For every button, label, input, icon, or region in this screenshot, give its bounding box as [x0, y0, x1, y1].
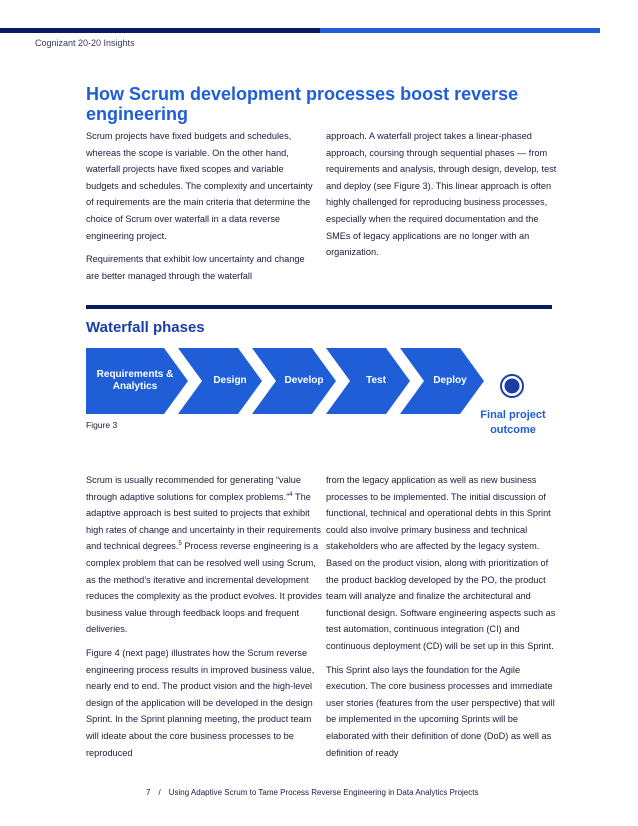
text: The adaptive approach is best suited to projects that exhibit high rates of change and uncertainty in their requirements and technical degrees. — [86, 491, 321, 552]
paragraph: Requirements that exhibit low uncertainty and change are better managed through the waterfall — [86, 254, 305, 281]
body-column-right-bottom — [326, 472, 562, 768]
body-column-left-bottom — [86, 472, 322, 768]
outcome-label: Final project outcome — [480, 409, 546, 436]
paragraph — [86, 472, 322, 638]
paragraph: Figure 4 (next page) illustrates how the Scrum reverse engineering process results in improved business value, nearly end to end. The product vision and the high-level design of the application will be developed in the design Sprint. In the Sprint planning meeting, the product team will ideate about the core business processes to be reproduced — [86, 647, 315, 758]
paragraph: from the legacy application as well as new business processes to be implemented. The initial discussion of functional, technical and operational debts in this Sprint could also involve primary business and technical stakeholders who are affected by the legacy system. Based on the product vision, along with prioritization of the product backlog developed by the PO, the product team will analyze and finalize the architectural and functional design. Software engineering aspects such as test automation, continuous integration (CI) and continuous deployment (CD) will be set up in this Sprint. — [326, 475, 556, 651]
footnote-ref: 5 — [178, 541, 182, 548]
paragraph: This Sprint also lays the foundation for the Agile execution. The core business processes and immediate user stories (features from the user perspective) that will be implemented in the upcoming Sprints will be elaborated with their definition of done (DoD) as well as definition of ready — [326, 664, 555, 758]
target-outcome-icon — [500, 374, 524, 398]
text: Scrum is usually recommended for generating “value through adaptive solutions for complex problems.” — [86, 475, 301, 502]
footnote-ref: 4 — [289, 491, 293, 498]
paragraph: approach. A waterfall project takes a linear-phased approach, coursing through sequential phases — from requirements and analysis, through design, develop, test and deploy (see Figure 3). This linear approach is often highly challenged for reproducing business processes, especially when the required documentation and the SMEs of legacy applications are no longer with an organization. — [326, 131, 557, 258]
phase-label-requirements: Requirements & Analytics — [96, 369, 174, 392]
paragraph: Scrum projects have fixed budgets and schedules, whereas the scope is variable. On the other hand, waterfall projects have fixed scopes and variable budgets and schedules. The complexity and uncertainty of requirements are the main criteria that determine the choice of Scrum over waterfall in a data reverse engineering project. — [86, 131, 313, 241]
phase-label-develop: Develop — [284, 375, 324, 386]
body-column-right-top — [326, 128, 558, 268]
footer-separator: / — [158, 788, 161, 797]
figure-caption: Figure 3 — [86, 420, 118, 430]
figure-rule — [86, 305, 552, 309]
footer-title: Using Adaptive Scrum to Tame Process Reverse Engineering in Data Analytics Projects — [168, 788, 479, 797]
phase-label-deploy: Deploy — [433, 375, 467, 386]
phase-label-test: Test — [366, 375, 386, 386]
page-number: 7 — [146, 788, 151, 797]
top-bar-blue — [320, 28, 600, 33]
page-footer — [146, 788, 478, 797]
top-bar-dark — [0, 28, 320, 33]
header-label: Cognizant 20-20 Insights — [35, 38, 135, 48]
body-column-left-top — [86, 128, 318, 291]
phase-label-design: Design — [213, 375, 247, 386]
text: Process reverse engineering is a complex problem that can be resolved well using Scrum, as the method’s iterative and incremental development reduces the complexity as the product evolves. It provides business value through feedback loops and frequent deliveries. — [86, 541, 322, 635]
figure-title: Waterfall phases — [86, 319, 205, 336]
section-title: How Scrum development processes boost reverse engineering — [86, 84, 519, 124]
